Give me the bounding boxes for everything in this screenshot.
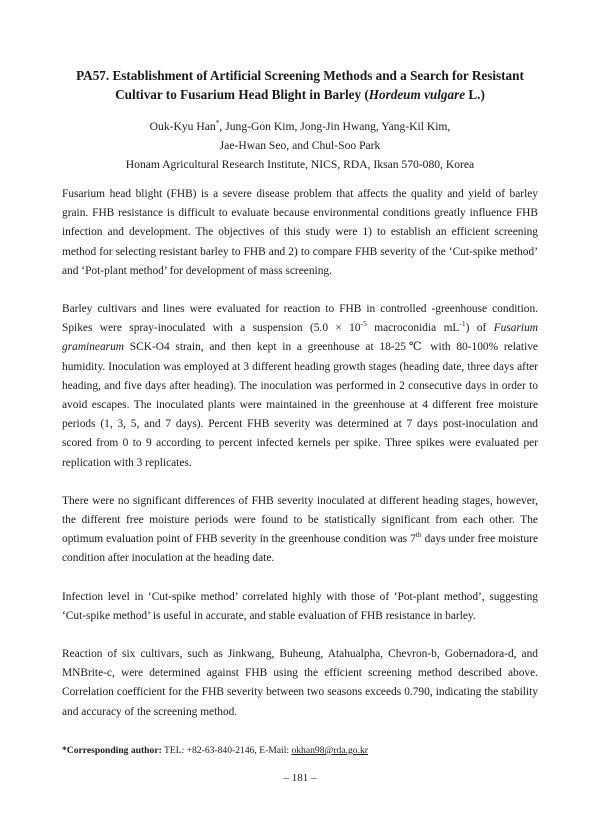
methods-species-name: Fusarium graminearum: [62, 322, 538, 354]
methods-text-1: Barley cultivars and lines were evaluated for reaction to FHB in controlled -greenhouse condition. Spikes were spray-inoculated with a suspension (5.0 × 10: [62, 303, 538, 335]
author-line-1: [40, 117, 560, 136]
first-author: Ouk-Kyu Han: [149, 120, 216, 133]
footnote-contact: TEL: +82-63-840-2146, E-Mail:: [161, 745, 292, 756]
methods-exponent-1: -5: [360, 319, 367, 329]
paper-title: [40, 66, 560, 104]
results-text-1: There were no significant differences of FHB severity inoculated at different heading stages, however, the different free moisture periods were found to be statistically significant from each other. The optimum evaluation point of FHB severity in the greenhouse condition was 7: [62, 494, 538, 546]
author-line-2: Jae-Hwan Seo, and Chul-Soo Park: [219, 139, 381, 152]
page-number: – 181 –: [283, 772, 317, 784]
co-authors: , Jung-Gon Kim, Jong-Jin Hwang, Yang-Kil Kim,: [219, 120, 451, 133]
corresponding-mark: *: [215, 118, 220, 128]
paragraph-results: [62, 492, 538, 569]
corresponding-author-footnote: [62, 744, 538, 758]
title-species-name: Hordeum vulgare: [368, 87, 466, 102]
title-line-1: PA57. Establishment of Artificial Screening Methods and a Search for Resistant: [76, 68, 524, 83]
methods-text-3: ) of: [465, 322, 494, 335]
paragraph-intro: Fusarium head blight (FHB) is a severe disease problem that affects the quality and yield of barley grain. FHB resistance is difficult to evaluate because environmental conditions greatly influence FHB infection and development. The objectives of this study were 1) to establish an efficient screening method for selecting resistant barley to FHB and 2) to compare FHB severity of the ‘Cut-spike method’ and ‘Pot-plant method’ for development of mass screening.: [62, 188, 538, 277]
title-line-2-start: Cultivar to Fusarium Head Blight in Barley (: [115, 87, 369, 102]
paragraph-cultivars: Reaction of six cultivars, such as Jinkwang, Buheung, Atahualpha, Chevron-b, Gobernadora-d, and MNBrite-c, were determined against FHB using the efficient screening method described above. Correlation coefficient for the FHB severity between two seasons exceeds 0.790, indicating the stability and accuracy of the screening method.: [62, 648, 538, 718]
results-text-2: days under free moisture condition after inoculation at the heading date.: [62, 533, 538, 565]
paragraph-correlation: Infection level in ‘Cut-spike method’ correlated highly with those of ‘Pot-plant method’, suggesting ‘Cut-spike method’ is useful in accurate, and stable evaluation of FHB resistance in barley.: [62, 590, 538, 622]
title-line-2-end: L.): [465, 87, 485, 102]
methods-text-4: SCK-O4 strain, and then kept in a greenhouse at 18-25℃ with 80-100% relative humidity. Inoculation was employed at 3 different heading growth stages (heading date, three days after heading, and five days after heading). The inoculation was performed in 2 consecutive days in order to avoid escapes. The inoculated plants were maintained in the greenhouse at 4 different free moisture periods (1, 3, 5, and 7 days). Percent FHB severity was determined at 7 days post-inoculation and scored from 0 to 9 according to percent infected kernels per spike. Three spikes were evaluated per replication with 3 replicates.: [62, 341, 538, 469]
methods-exponent-2: -1: [459, 319, 466, 329]
author-block: [40, 117, 560, 174]
affiliation: Honam Agricultural Research Institute, NICS, RDA, Iksan 570-080, Korea: [125, 158, 475, 171]
abstract-body: [62, 185, 538, 741]
methods-text-2: macroconidia mL: [366, 322, 460, 335]
email-link[interactable]: okhan98@rda.go.kr: [291, 745, 368, 756]
paragraph-methods: [62, 300, 538, 473]
footnote-label: *Corresponding author:: [62, 745, 162, 756]
results-ordinal: th: [415, 530, 422, 540]
